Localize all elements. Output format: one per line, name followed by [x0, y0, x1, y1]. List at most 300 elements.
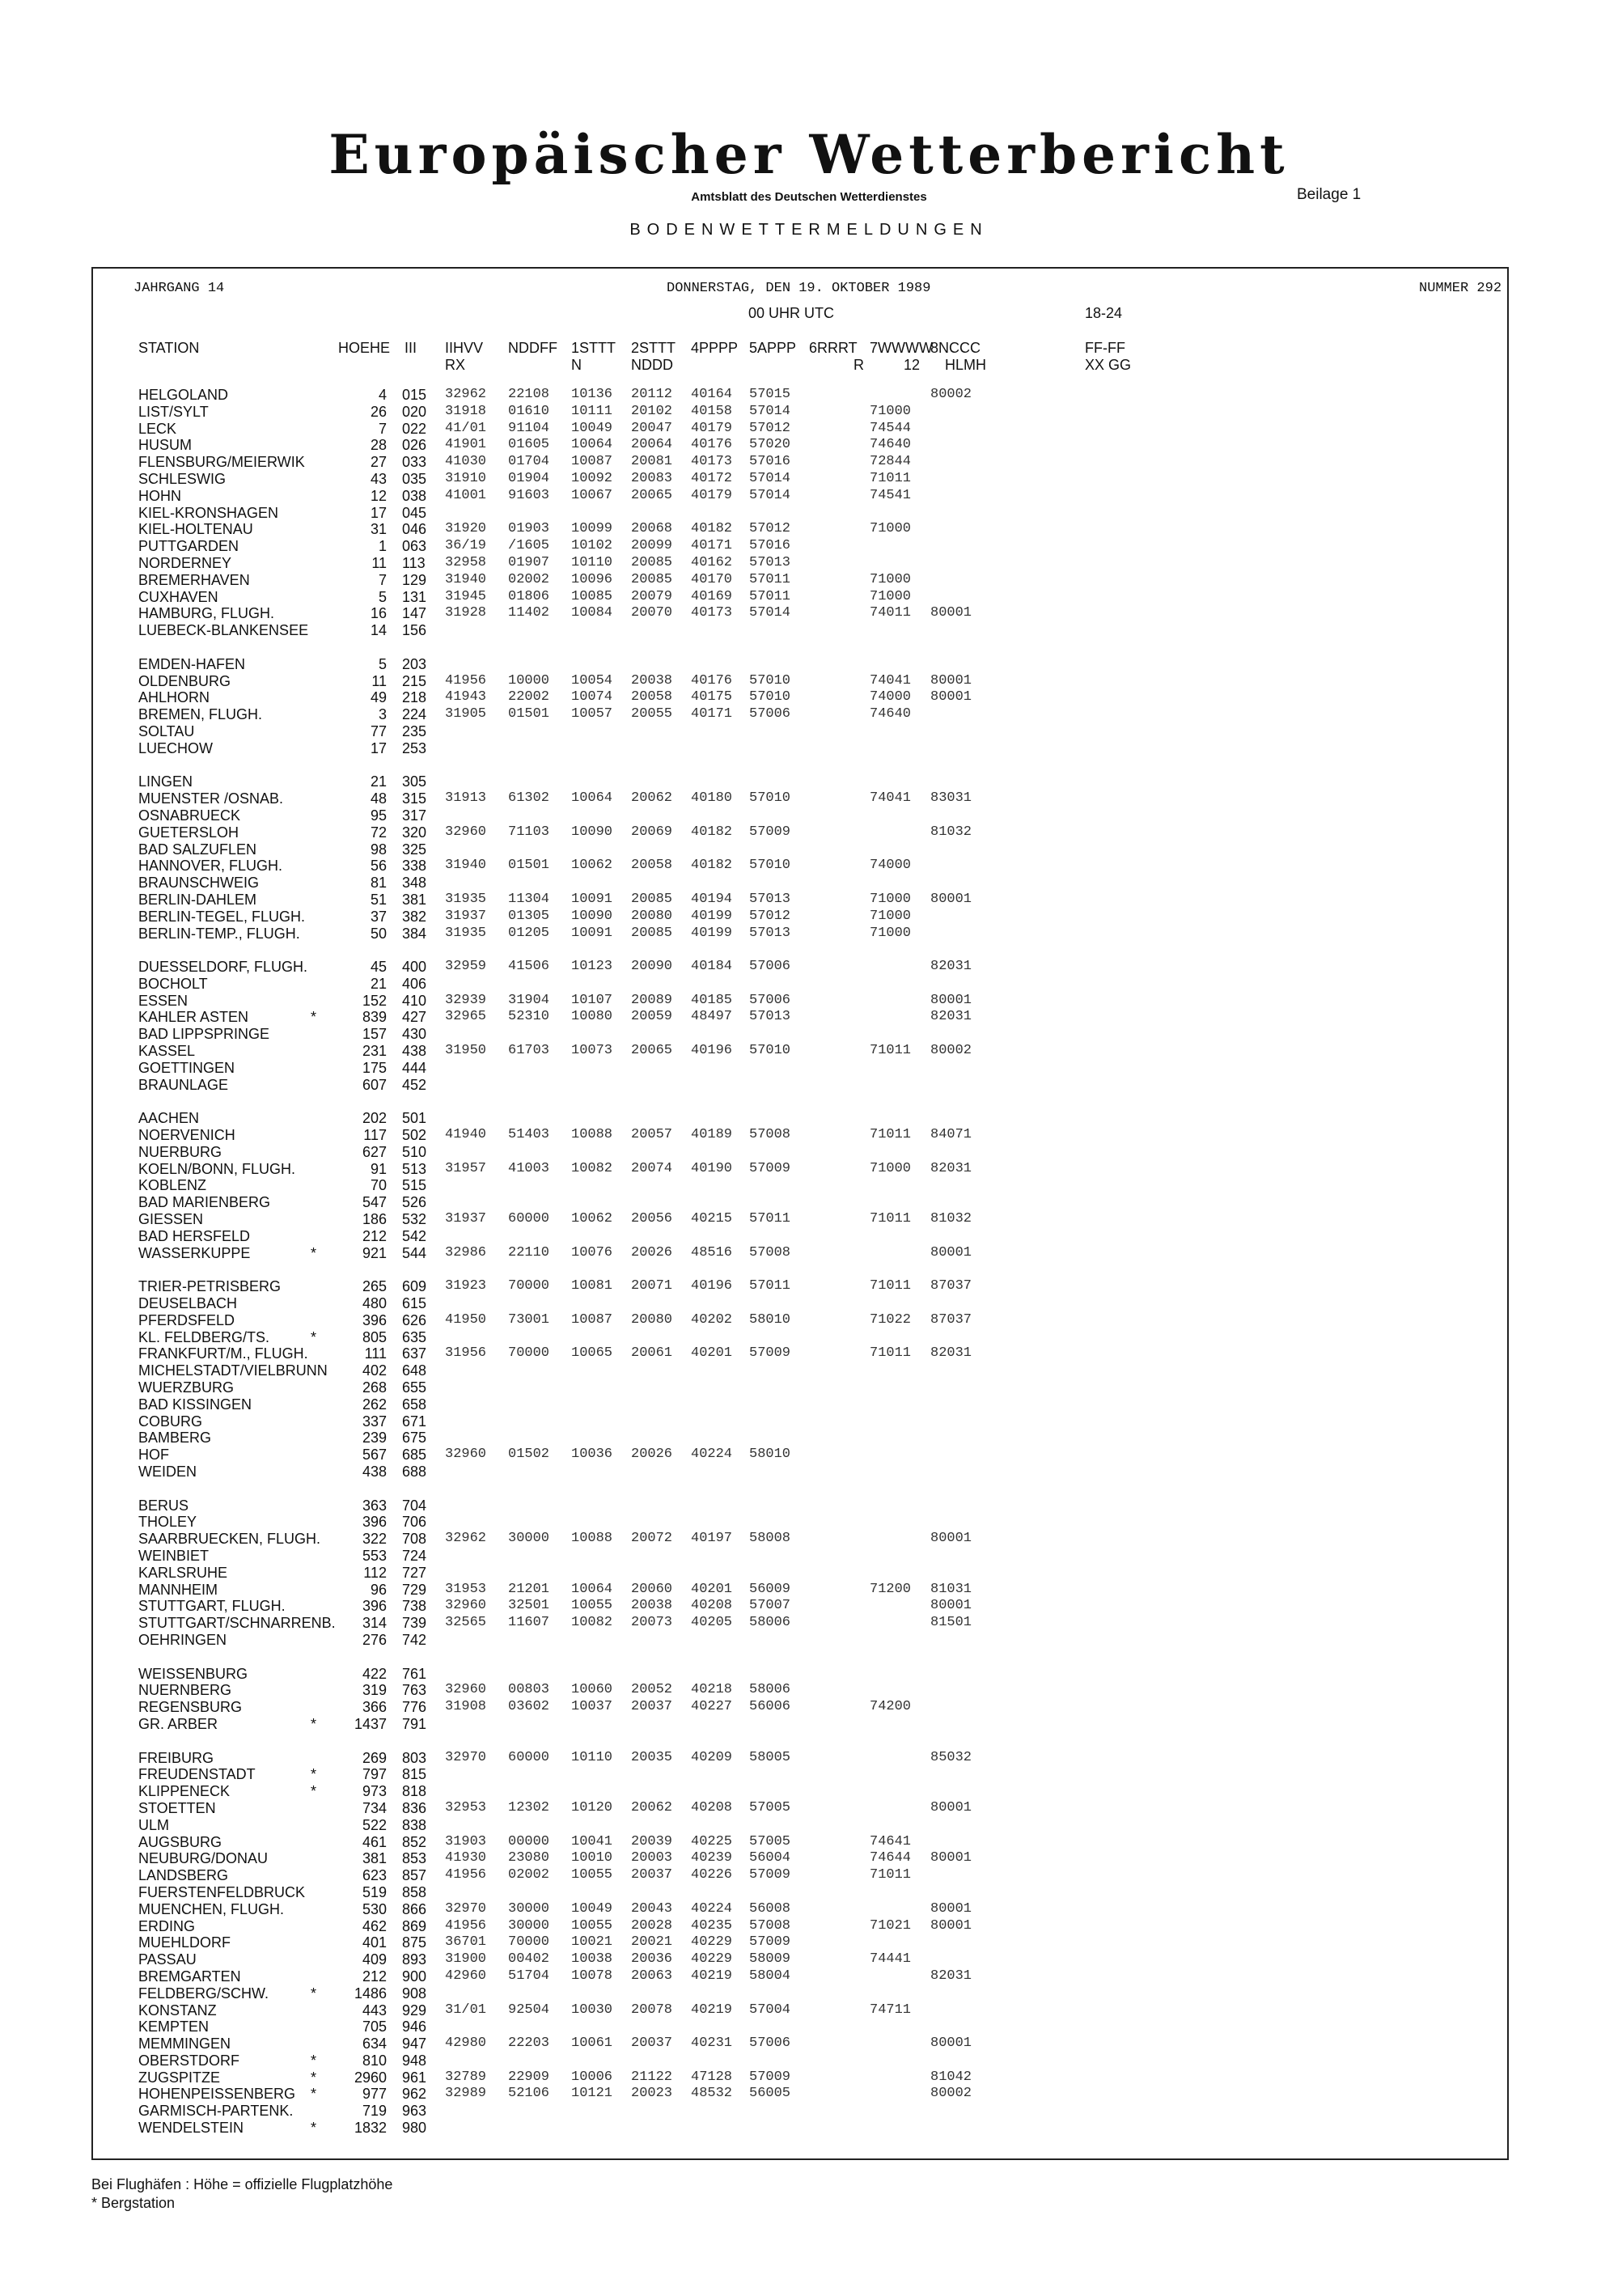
code-group: 20102	[631, 403, 673, 419]
code-group: 01806	[508, 588, 550, 604]
code-group: 57014	[749, 470, 791, 486]
station-hoehe: 553	[362, 1547, 387, 1564]
station-name: PUTTGARDEN	[138, 538, 239, 555]
station-id: 129	[402, 571, 427, 588]
station-id: 742	[402, 1631, 427, 1648]
code-group: 20085	[631, 891, 673, 907]
station-row	[0, 555, 1618, 572]
code-group: 31950	[445, 1043, 487, 1059]
station-row	[0, 1413, 1618, 1430]
code-group: 52106	[508, 2086, 550, 2102]
code-group: 71022	[870, 1311, 912, 1328]
code-group: 20026	[631, 1447, 673, 1463]
code-group: 57009	[749, 2069, 791, 2085]
code-group: 80001	[930, 1850, 972, 1866]
code-group: 10110	[571, 554, 613, 570]
station-hoehe: 5	[378, 588, 387, 605]
station-id: 648	[402, 1362, 427, 1379]
station-name: LANDSBERG	[138, 1867, 229, 1884]
station-name: BERLIN-TEGEL, FLUGH.	[138, 908, 306, 925]
station-row	[0, 993, 1618, 1010]
station-hoehe: 337	[362, 1413, 387, 1430]
code-group: 11402	[508, 605, 550, 621]
code-group: 31940	[445, 571, 487, 587]
station-row	[0, 404, 1618, 421]
code-group: 20070	[631, 605, 673, 621]
station-name: DEUSELBACH	[138, 1295, 238, 1312]
code-group: 74441	[870, 1951, 912, 1968]
code-group: 00000	[508, 1833, 550, 1849]
station-row	[0, 740, 1618, 757]
station-hoehe: 396	[362, 1311, 387, 1328]
station-id: 022	[402, 420, 427, 437]
code-group: 82031	[930, 1345, 972, 1362]
code-group: 01907	[508, 554, 550, 570]
station-id: 430	[402, 1026, 427, 1043]
station-row	[0, 1362, 1618, 1379]
code-group: 81501	[930, 1615, 972, 1631]
code-group: 58009	[749, 1951, 791, 1968]
code-group: 40202	[691, 1311, 733, 1328]
station-id: 708	[402, 1531, 427, 1548]
station-name: WEIDEN	[138, 1464, 197, 1480]
col-ff-bottom: XX GG	[1085, 357, 1132, 373]
code-group: 20037	[631, 1867, 673, 1883]
code-group: 71000	[870, 1160, 912, 1176]
mountain-station-mark: *	[311, 1715, 317, 1732]
station-id: 739	[402, 1615, 427, 1632]
code-group: 57014	[749, 605, 791, 621]
code-group: 70000	[508, 1278, 550, 1294]
code-group: 40185	[691, 992, 733, 1008]
code-group: 57011	[749, 588, 791, 604]
station-hoehe: 21	[370, 773, 387, 790]
station-id: 452	[402, 1076, 427, 1093]
code-group: 57009	[749, 824, 791, 840]
code-group: 71011	[870, 1278, 912, 1294]
code-group: 20065	[631, 487, 673, 503]
station-id: 542	[402, 1227, 427, 1244]
code-group: 40205	[691, 1615, 733, 1631]
code-group: 74544	[870, 420, 912, 436]
station-row	[0, 1682, 1618, 1699]
station-name: FELDBERG/SCHW.	[138, 1985, 269, 2002]
code-group: 40189	[691, 1127, 733, 1143]
station-row	[0, 1834, 1618, 1851]
mountain-station-mark: *	[311, 2069, 317, 2086]
station-row	[0, 841, 1618, 858]
code-group: 32970	[445, 1749, 487, 1765]
col-2sttt-bottom: NDDD	[631, 357, 673, 373]
code-group: 10110	[571, 1749, 613, 1765]
code-group: 32960	[445, 1682, 487, 1698]
station-name: GIESSEN	[138, 1211, 204, 1228]
station-name: ERDING	[138, 1917, 196, 1934]
code-group: 22203	[508, 2035, 550, 2052]
station-id: 908	[402, 1985, 427, 2002]
station-id: 929	[402, 2002, 427, 2019]
code-group: 40173	[691, 605, 733, 621]
code-group: 10038	[571, 1951, 613, 1968]
station-name: LUEBECK-BLANKENSEE	[138, 622, 309, 639]
station-hoehe: 519	[362, 1883, 387, 1900]
code-group: 40172	[691, 470, 733, 486]
station-hoehe: 43	[370, 470, 387, 487]
code-group: 20065	[631, 1043, 673, 1059]
station-hoehe: 45	[370, 959, 387, 976]
station-id: 655	[402, 1379, 427, 1396]
code-group: 10041	[571, 1833, 613, 1849]
station-hoehe: 72	[370, 824, 387, 841]
code-group: 10064	[571, 437, 613, 453]
station-row	[0, 673, 1618, 690]
station-row	[0, 1447, 1618, 1464]
page-title: Europäischer Wetterbericht	[328, 123, 1290, 186]
station-row	[0, 1110, 1618, 1127]
station-hoehe: 480	[362, 1295, 387, 1312]
station-name: OBERSTDORF	[138, 2052, 240, 2069]
station-hoehe: 269	[362, 1749, 387, 1766]
code-group: 81031	[930, 1581, 972, 1597]
code-group: 20036	[631, 1951, 673, 1968]
station-row	[0, 2052, 1618, 2069]
code-group: 41003	[508, 1160, 550, 1176]
code-group: 32789	[445, 2069, 487, 2085]
station-name: LIST/SYLT	[138, 403, 209, 420]
station-name: REGENSBURG	[138, 1699, 243, 1716]
station-name: BERLIN-DAHLEM	[138, 891, 257, 908]
code-group: 10088	[571, 1127, 613, 1143]
station-name: FLENSBURG/MEIERWIK	[138, 454, 305, 471]
code-group: 20078	[631, 2002, 673, 2018]
station-id: 325	[402, 841, 427, 858]
station-row	[0, 1632, 1618, 1649]
code-group: 48532	[691, 2086, 733, 2102]
code-group: 20026	[631, 1244, 673, 1260]
mountain-station-mark: *	[311, 1328, 317, 1345]
station-id: 381	[402, 891, 427, 908]
station-row	[0, 1396, 1618, 1413]
station-row	[0, 2103, 1618, 2120]
station-row	[0, 1699, 1618, 1716]
code-group: 32962	[445, 387, 487, 402]
col-8nccc-bottom: HLMH	[945, 357, 987, 373]
code-group: 40209	[691, 1749, 733, 1765]
col-2sttt-top: 2STTT	[631, 340, 676, 356]
col-1sttt-top: 1STTT	[571, 340, 616, 356]
station-hoehe: 422	[362, 1665, 387, 1682]
station-hoehe: 112	[363, 1564, 387, 1581]
code-group: 51704	[508, 1968, 550, 1984]
code-group: 70000	[508, 1345, 550, 1362]
station-hoehe: 607	[362, 1076, 387, 1093]
code-group: 32958	[445, 554, 487, 570]
code-group: 10090	[571, 908, 613, 924]
code-group: 58006	[749, 1682, 791, 1698]
code-group: 71011	[870, 1345, 912, 1362]
station-hoehe: 322	[362, 1531, 387, 1548]
station-row	[0, 1295, 1618, 1312]
code-group: 40182	[691, 521, 733, 537]
mountain-station-mark: *	[311, 1783, 317, 1800]
code-group: 57006	[749, 706, 791, 722]
code-group: 10102	[571, 538, 613, 554]
station-row	[0, 875, 1618, 892]
code-group: 74644	[870, 1850, 912, 1866]
station-name: WUERZBURG	[138, 1379, 234, 1396]
code-group: 20090	[631, 959, 673, 975]
station-hoehe: 4	[378, 387, 387, 403]
code-group: 40227	[691, 1699, 733, 1715]
code-group: 87037	[930, 1278, 972, 1294]
station-name: BAD LIPPSPRINGE	[138, 1026, 270, 1043]
code-group: 10049	[571, 1900, 613, 1917]
code-group: 20089	[631, 992, 673, 1008]
code-group: 30000	[508, 1917, 550, 1934]
station-name: BERUS	[138, 1497, 189, 1514]
station-hoehe: 461	[362, 1833, 387, 1850]
station-name: HELGOLAND	[138, 387, 229, 403]
station-id: 706	[402, 1514, 427, 1531]
station-hoehe: 56	[370, 858, 387, 875]
station-id: 513	[402, 1160, 427, 1177]
station-id: 033	[402, 454, 427, 471]
code-group: 32962	[445, 1531, 487, 1547]
code-group: 01501	[508, 706, 550, 722]
code-group: 01605	[508, 437, 550, 453]
code-group: 82031	[930, 1009, 972, 1025]
code-group: 85032	[930, 1749, 972, 1765]
station-hoehe: 11	[371, 672, 387, 689]
mountain-station-mark: *	[311, 1009, 317, 1026]
station-id: 510	[402, 1143, 427, 1160]
station-id: 020	[402, 403, 427, 420]
station-id: 532	[402, 1211, 427, 1228]
code-group: 57010	[749, 1043, 791, 1059]
station-hoehe: 50	[370, 925, 387, 942]
station-row	[0, 1077, 1618, 1094]
station-hoehe: 805	[362, 1328, 387, 1345]
code-group: 57006	[749, 2035, 791, 2052]
code-group: 71000	[870, 403, 912, 419]
station-row	[0, 1514, 1618, 1531]
station-name: MICHELSTADT/VIELBRUNN	[138, 1362, 328, 1379]
station-row	[0, 824, 1618, 841]
code-group: 56005	[749, 2086, 791, 2102]
code-group: 01502	[508, 1447, 550, 1463]
station-name: KL. FELDBERG/TS.	[138, 1328, 270, 1345]
station-hoehe: 547	[362, 1194, 387, 1211]
station-id: 515	[402, 1177, 427, 1194]
col-6rrrt	[809, 340, 864, 374]
station-row	[0, 1245, 1618, 1262]
station-row	[0, 1127, 1618, 1144]
station-id: 763	[402, 1682, 427, 1699]
code-group: 57016	[749, 538, 791, 554]
code-group: 40235	[691, 1917, 733, 1934]
code-group: 71011	[870, 1211, 912, 1227]
code-group: 57008	[749, 1127, 791, 1143]
station-id: 253	[402, 739, 427, 756]
station-hoehe: 363	[362, 1497, 387, 1514]
station-row	[0, 1060, 1618, 1077]
station-id: 015	[402, 387, 427, 403]
station-hoehe: 186	[362, 1211, 387, 1228]
station-id: 382	[402, 908, 427, 925]
col-station: STATION	[138, 340, 200, 356]
code-group: 57008	[749, 1244, 791, 1260]
code-group: 82031	[930, 959, 972, 975]
station-row	[0, 1177, 1618, 1194]
code-group: 40173	[691, 454, 733, 470]
station-row	[0, 2086, 1618, 2103]
code-group: 20037	[631, 2035, 673, 2052]
code-group: 20039	[631, 1833, 673, 1849]
code-group: 10021	[571, 1934, 613, 1951]
code-group: 10088	[571, 1531, 613, 1547]
code-group: 20085	[631, 925, 673, 941]
code-group: 56009	[749, 1581, 791, 1597]
mountain-station-mark: *	[311, 2086, 317, 2103]
station-id: 858	[402, 1883, 427, 1900]
station-name: LECK	[138, 420, 177, 437]
code-group: 58005	[749, 1749, 791, 1765]
station-name: WASSERKUPPE	[138, 1244, 251, 1261]
station-hoehe: 530	[362, 1900, 387, 1917]
code-group: 57016	[749, 454, 791, 470]
station-hoehe: 977	[362, 2086, 387, 2103]
code-group: 31937	[445, 1211, 487, 1227]
code-group: 20059	[631, 1009, 673, 1025]
code-group: 57007	[749, 1598, 791, 1614]
station-id: 410	[402, 992, 427, 1009]
station-id: 156	[402, 622, 427, 639]
station-row	[0, 521, 1618, 538]
code-group: 80001	[930, 891, 972, 907]
station-id: 235	[402, 722, 427, 739]
station-hoehe: 49	[370, 689, 387, 706]
station-name: HUSUM	[138, 437, 192, 454]
station-hoehe: 705	[362, 2019, 387, 2035]
code-group: 40229	[691, 1934, 733, 1951]
code-group: 32960	[445, 824, 487, 840]
code-group: 80001	[930, 689, 972, 705]
station-hoehe: 51	[370, 891, 387, 908]
code-group: 40182	[691, 824, 733, 840]
page-subtitle: Amtsblatt des Deutschen Wetterdienstes	[691, 190, 927, 204]
code-group: 41956	[445, 1867, 487, 1883]
code-group: 00803	[508, 1682, 550, 1698]
station-id: 609	[402, 1278, 427, 1295]
station-id: 836	[402, 1799, 427, 1816]
code-group: 80001	[930, 1917, 972, 1934]
station-row	[0, 1968, 1618, 1985]
code-group: 32970	[445, 1900, 487, 1917]
code-group: 20061	[631, 1345, 673, 1362]
station-row	[0, 1312, 1618, 1329]
code-group: 71103	[508, 824, 550, 840]
col-6rrrt-top: 6RRRT	[809, 340, 858, 356]
station-row	[0, 1026, 1618, 1043]
station-id: 761	[402, 1665, 427, 1682]
code-group: 20023	[631, 2086, 673, 2102]
station-hoehe: 797	[362, 1766, 387, 1783]
code-group: 40199	[691, 925, 733, 941]
code-group: 92504	[508, 2002, 550, 2018]
code-group: 48497	[691, 1009, 733, 1025]
code-group: 80001	[930, 1799, 972, 1815]
code-group: 40197	[691, 1531, 733, 1547]
code-group: 31918	[445, 403, 487, 419]
station-id: 438	[402, 1043, 427, 1060]
code-group: 10006	[571, 2069, 613, 2085]
station-id: 803	[402, 1749, 427, 1766]
station-row	[0, 1666, 1618, 1683]
station-hoehe: 31	[370, 521, 387, 538]
station-hoehe: 396	[362, 1514, 387, 1531]
station-id: 791	[402, 1715, 427, 1732]
code-group: 32960	[445, 1447, 487, 1463]
code-group: 41506	[508, 959, 550, 975]
station-name: SAARBRUECKEN, FLUGH.	[138, 1531, 321, 1548]
station-name: BAD SALZUFLEN	[138, 841, 257, 858]
col-7wwww-bottom: 12	[904, 357, 921, 373]
code-group: 10087	[571, 454, 613, 470]
jahrgang-label: JAHRGANG 14	[133, 281, 225, 296]
code-group: 57006	[749, 992, 791, 1008]
station-hoehe: 81	[370, 875, 387, 892]
code-group: 22108	[508, 387, 550, 402]
code-group: 57010	[749, 672, 791, 688]
station-name: WEISSENBURG	[138, 1665, 248, 1682]
station-name: KONSTANZ	[138, 2002, 217, 2019]
station-name: EMDEN-HAFEN	[138, 655, 246, 672]
code-group: 31903	[445, 1833, 487, 1849]
code-group: 23080	[508, 1850, 550, 1866]
station-hoehe: 443	[362, 2002, 387, 2019]
code-group: 41001	[445, 487, 487, 503]
station-row	[0, 589, 1618, 606]
station-name: BRAUNLAGE	[138, 1076, 229, 1093]
station-name: NEUBURG/DONAU	[138, 1850, 269, 1867]
station-row	[0, 2019, 1618, 2035]
station-hoehe: 17	[370, 504, 387, 521]
station-hoehe: 402	[362, 1362, 387, 1379]
station-row	[0, 454, 1618, 471]
code-group: 10057	[571, 706, 613, 722]
code-group: 20058	[631, 858, 673, 874]
station-name: ESSEN	[138, 992, 188, 1009]
code-group: 36701	[445, 1934, 487, 1951]
code-group: 03602	[508, 1699, 550, 1715]
code-group: 80002	[930, 1043, 972, 1059]
station-hoehe: 734	[362, 1799, 387, 1816]
code-group: 71011	[870, 1127, 912, 1143]
code-group: 57010	[749, 689, 791, 705]
code-group: 20056	[631, 1211, 673, 1227]
station-id: 818	[402, 1783, 427, 1800]
code-group: 71021	[870, 1917, 912, 1934]
station-name: SCHLESWIG	[138, 470, 227, 487]
code-group: 20003	[631, 1850, 673, 1866]
code-group: 40226	[691, 1867, 733, 1883]
code-group: 42980	[445, 2035, 487, 2052]
station-name: NOERVENICH	[138, 1127, 235, 1144]
code-group: 41950	[445, 1311, 487, 1328]
station-name: CUXHAVEN	[138, 588, 218, 605]
code-group: 40171	[691, 706, 733, 722]
station-name: AUGSBURG	[138, 1833, 222, 1850]
